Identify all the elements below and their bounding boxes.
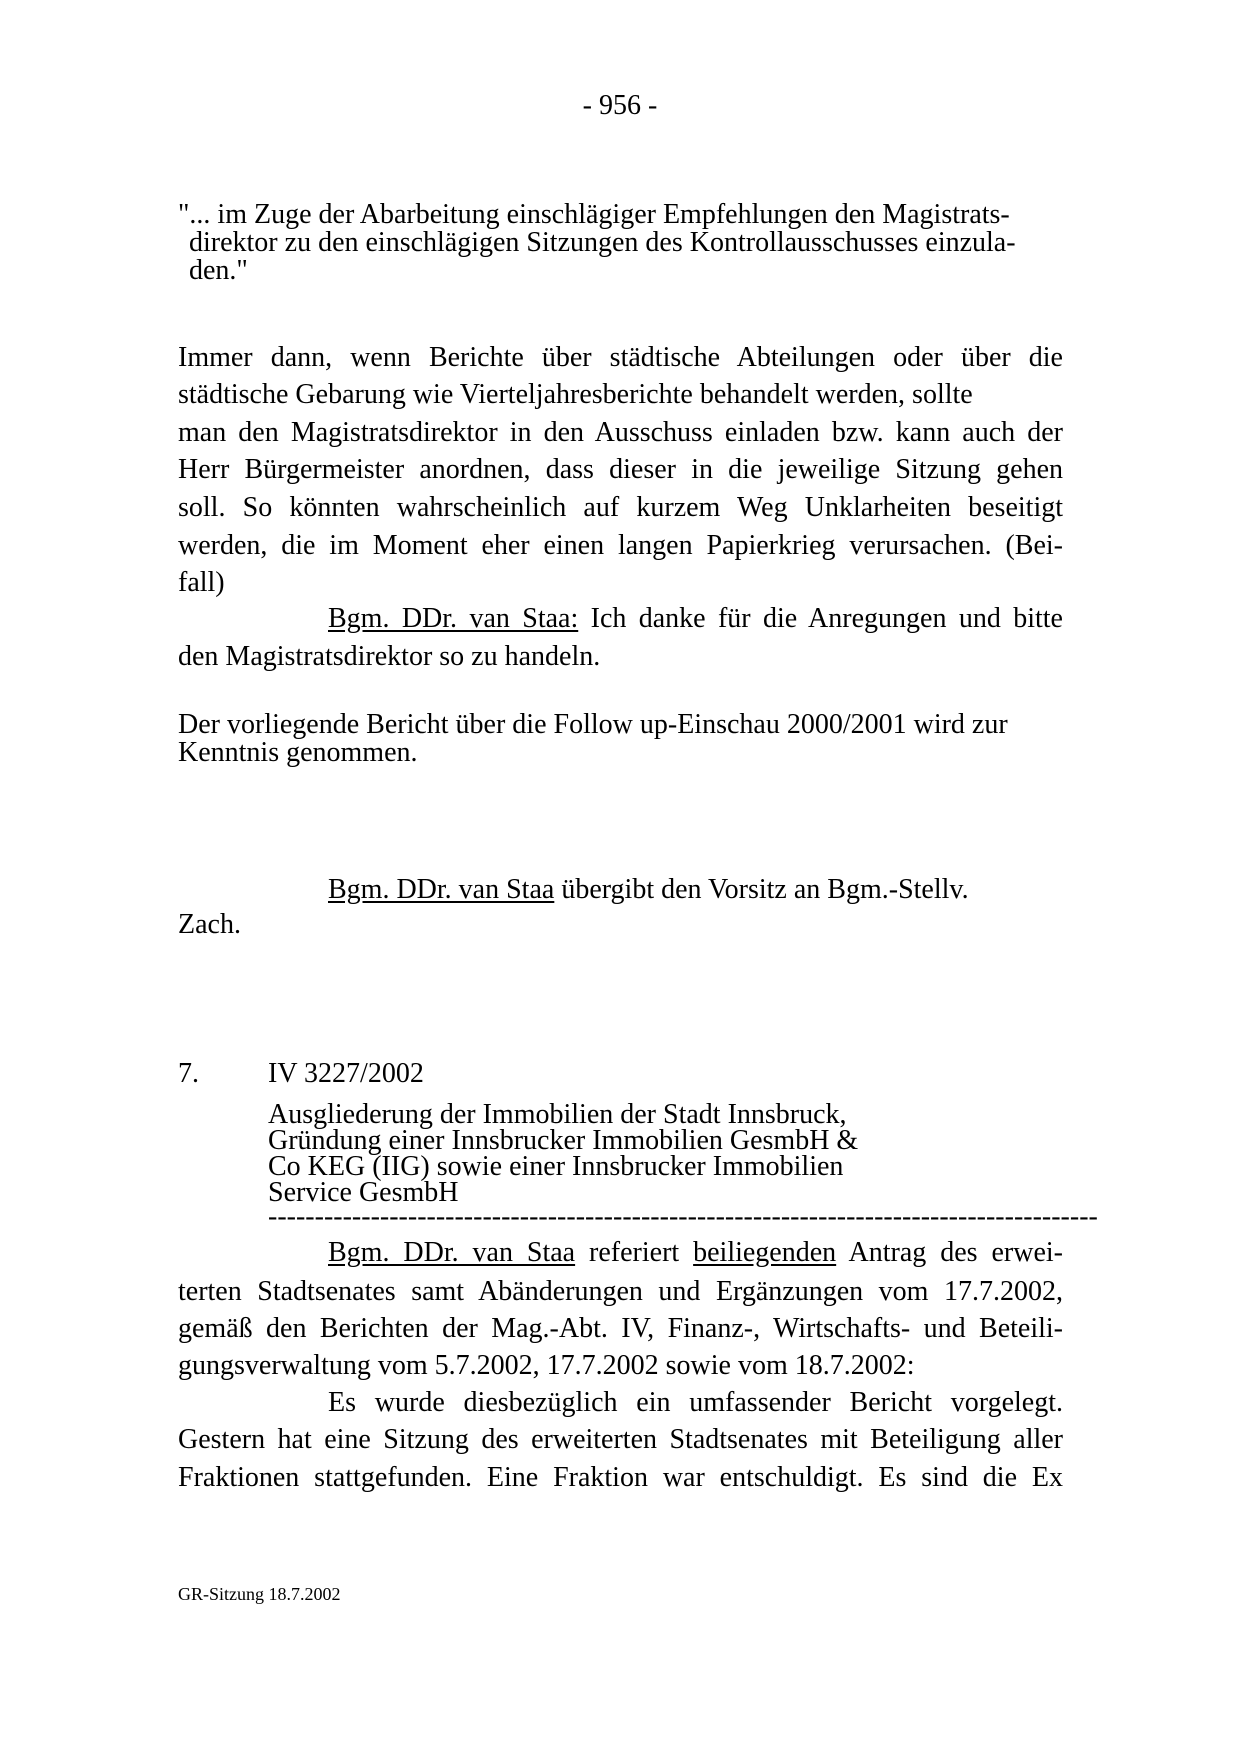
para1-line-4: Herr Bürgermeister anordnen, dass dieser in die jeweilige Sitzung gehen bbox=[178, 454, 1063, 485]
referral-line-1 bbox=[328, 1236, 1063, 1270]
reply-line-2: den Magistratsdirektor so zu handeln. bbox=[178, 641, 601, 672]
item-title-line-3: Co KEG (IIG) sowie einer Innsbrucker Immobilien bbox=[268, 1151, 844, 1182]
item-title-line-4: Service GesmbH bbox=[268, 1177, 459, 1208]
referral-mid: referiert bbox=[575, 1237, 694, 1268]
item-title-line-2: Gründung einer Innsbrucker Immobilien GesmbH & bbox=[268, 1125, 859, 1156]
referral-line-3: gemäß den Berichten der Mag.-Abt. IV, Finanz-, Wirtschafts- und Beteili- bbox=[178, 1313, 1063, 1344]
item-number: 7. bbox=[178, 1058, 199, 1089]
statement-line-3: Fraktionen stattgefunden. Eine Fraktion war entschuldigt. Es sind die Ex bbox=[178, 1462, 1063, 1493]
report-line-1: Der vorliegende Bericht über die Follow up-Einschau 2000/2001 wird zur bbox=[178, 709, 1008, 740]
reply-line-1 bbox=[328, 602, 1063, 636]
para1-line-7: fall) bbox=[178, 567, 225, 598]
referral-line-2: terten Stadtsenates samt Abänderungen und Ergänzungen vom 17.7.2002, bbox=[178, 1276, 1063, 1307]
speaker-name: Bgm. DDr. van Staa bbox=[328, 874, 555, 905]
reply-text: Ich danke für die Anregungen und bitte bbox=[578, 603, 1063, 634]
para1-line-1: Immer dann, wenn Berichte über städtische Abteilungen oder über die bbox=[178, 342, 1063, 373]
quote-line-1: "... im Zuge der Abarbeitung einschlägiger Empfehlungen den Magistrats- bbox=[178, 199, 1010, 230]
speaker-name: Bgm. DDr. van Staa bbox=[328, 1237, 576, 1268]
referral-end: Antrag des erwei- bbox=[836, 1237, 1063, 1268]
handover-text: übergibt den Vorsitz an Bgm.-Stellv. bbox=[554, 874, 969, 905]
item-title-line-1: Ausgliederung der Immobilien der Stadt Innsbruck, bbox=[268, 1099, 847, 1130]
report-line-2: Kenntnis genommen. bbox=[178, 737, 418, 768]
statement-line-1: Es wurde diesbezüglich ein umfassender Bericht vorgelegt. bbox=[328, 1387, 1063, 1418]
handover-line-1 bbox=[328, 873, 1063, 907]
item-separator: ----------------------------------------------------------------------------------------- bbox=[268, 1201, 1098, 1232]
handover-line-2: Zach. bbox=[178, 909, 241, 940]
referral-line-4: gungsverwaltung vom 5.7.2002, 17.7.2002 sowie vom 18.7.2002: bbox=[178, 1350, 915, 1381]
para1-line-2: städtische Gebarung wie Vierteljahresberichte behandelt werden, sollte bbox=[178, 379, 973, 410]
speaker-name: Bgm. DDr. van Staa: bbox=[328, 603, 579, 634]
statement-line-2: Gestern hat eine Sitzung des erweiterten Stadtsenates mit Beteiligung aller bbox=[178, 1424, 1063, 1455]
item-code: IV 3227/2002 bbox=[268, 1058, 424, 1089]
quote-line-3: den." bbox=[189, 255, 248, 286]
para1-line-3: man den Magistratsdirektor in den Ausschuss einladen bzw. kann auch der bbox=[178, 417, 1063, 448]
para1-line-6: werden, die im Moment eher einen langen Papierkrieg verursachen. (Bei- bbox=[178, 530, 1063, 561]
page-number: - 956 - bbox=[582, 90, 658, 121]
quote-line-2: direktor zu den einschlägigen Sitzungen des Kontrollausschusses einzula- bbox=[189, 227, 1016, 258]
attachment-reference: beiliegenden bbox=[693, 1237, 837, 1268]
para1-line-5: soll. So könnten wahrscheinlich auf kurzem Weg Unklarheiten beseitigt bbox=[178, 492, 1063, 523]
footer: GR-Sitzung 18.7.2002 bbox=[178, 1584, 341, 1604]
